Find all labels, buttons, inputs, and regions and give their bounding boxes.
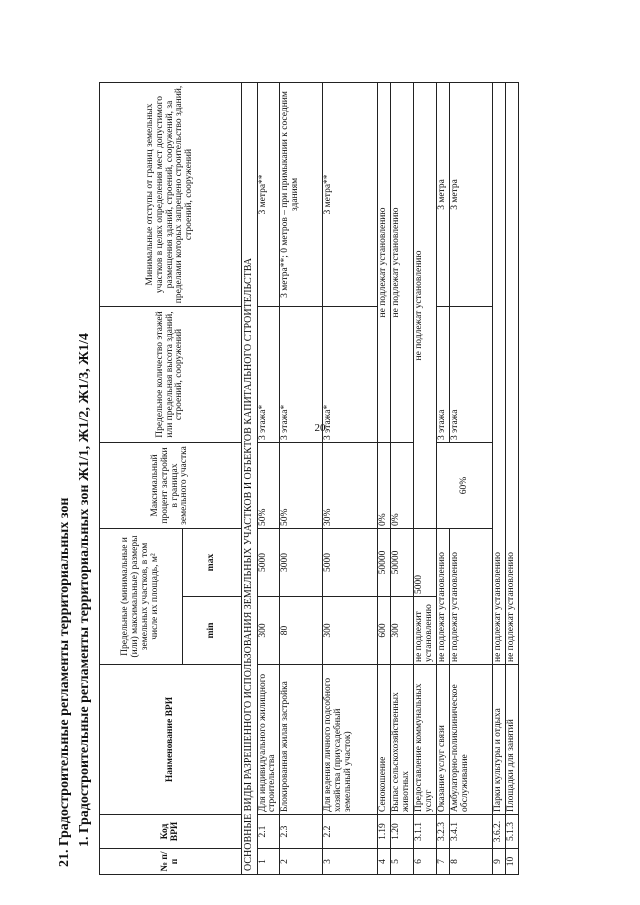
cell-num: 7 (437, 849, 450, 875)
cell-setback: 3 метра** (257, 83, 280, 307)
cell-floors: 3 этажа* (323, 307, 378, 443)
cell-code: 2.3 (280, 815, 323, 849)
cell-name: Для индивидуального жилищного строительства (257, 665, 280, 815)
header-percent: Максимальный процент застройки в границах земельного участка (100, 443, 242, 529)
sub-title: 1. Градостроительные регламенты территориальных зон Ж1/1, Ж1/2, Ж1/3, Ж1/4 (77, 333, 92, 847)
cell-name: Выпас сельскохозяйственных животных (391, 665, 414, 815)
cell-floors-setback: не подлежат установлению (391, 83, 414, 443)
cell-min: 300 (391, 597, 414, 665)
section-title: ОСНОВНЫЕ ВИДЫ РАЗРЕШЕННОГО ИСПОЛЬЗОВАНИЯ ЗЕМЕЛЬНЫХ УЧАСТКОВ И ОБЪЕКТОВ КАПИТАЛЬНОГО СТРОИТЕЛЬСТВА (242, 83, 258, 875)
cell-name: Для ведения личного подсобного хозяйства (приусадебный земельный участок) (323, 665, 378, 815)
cell-num: 2 (280, 849, 323, 875)
cell-floors: 3 этажа* (280, 307, 323, 443)
cell-name: Амбулаторно-поликлиническое обслуживание (450, 665, 493, 815)
cell-num: 10 (506, 849, 519, 875)
cell-max: 50000 (378, 529, 391, 597)
table-row (506, 83, 519, 875)
cell-setback: 3 метра** (323, 83, 378, 307)
cell-all: не подлежат установлению (506, 83, 519, 665)
header-name: Наименование ВРИ (100, 665, 242, 815)
header-floors: Предельное количество этажей или предельная высота зданий, строений, сооружений (100, 307, 242, 443)
cell-code: 2.2 (323, 815, 378, 849)
cell-name: Предоставление коммунальных услуг (414, 665, 437, 815)
cell-code: 3.2.3 (437, 815, 450, 849)
main-title: 21. Градостроительные регламенты территориальных зон (57, 497, 72, 867)
cell-num: 9 (493, 849, 506, 875)
cell-percent: 0% (391, 443, 414, 529)
table-row (323, 83, 378, 875)
cell-setback: 3 метра (450, 83, 493, 307)
table-row (437, 83, 450, 875)
cell-num: 6 (414, 849, 437, 875)
table-row (391, 83, 414, 875)
cell-max: 5000 (257, 529, 280, 597)
cell-percent: 0% (378, 443, 391, 529)
cell-pct-floors-setback: не подлежат установлению (414, 83, 437, 529)
cell-num: 4 (378, 849, 391, 875)
regulations-table (99, 82, 519, 875)
cell-code: 5.1.3 (506, 815, 519, 849)
cell-name: Сенокошение (378, 665, 391, 815)
section-row (242, 83, 258, 875)
cell-floors: 3 этажа (450, 307, 493, 443)
cell-size: не подлежат установлению (437, 529, 450, 665)
cell-min: 300 (323, 597, 378, 665)
cell-setback: 3 метра**; 0 метров – при примыкании к соседним зданиям (280, 83, 323, 307)
header-code: Код ВРИ (100, 815, 242, 849)
cell-max: 5000 (323, 529, 378, 597)
cell-name: Оказание услуг связи (437, 665, 450, 815)
page-number: 20 (314, 422, 326, 434)
cell-max: 3000 (280, 529, 323, 597)
cell-min: 600 (378, 597, 391, 665)
table-row (257, 83, 280, 875)
cell-code: 3.1.1 (414, 815, 437, 849)
cell-num: 3 (323, 849, 378, 875)
cell-setback: 3 метра (437, 83, 450, 307)
cell-floors: 3 этажа (437, 307, 450, 443)
cell-size: не подлежат установлению (450, 529, 493, 665)
header-num: № п/п (100, 849, 242, 875)
table-row (280, 83, 323, 875)
header-max: max (183, 529, 242, 597)
cell-percent: 50% (257, 443, 280, 529)
cell-code: 1.19 (378, 815, 391, 849)
table-row (378, 83, 391, 875)
header-min: min (183, 597, 242, 665)
cell-code: 2.1 (257, 815, 280, 849)
cell-min: 80 (280, 597, 323, 665)
cell-code: 3.4.1 (450, 815, 493, 849)
header-setback: Минимальные отступы от границ земельных участков в целях определения мест допустимого размещения зданий, строений, сооружений, за пределами которых запрещено строительство зданий, строений, сооружений (100, 83, 242, 307)
cell-all: не подлежат установлению (493, 83, 506, 665)
cell-min: 300 (257, 597, 280, 665)
cell-percent: 30% (323, 443, 378, 529)
header-row (100, 83, 183, 875)
cell-num: 1 (257, 849, 280, 875)
cell-floors: 3 этажа* (257, 307, 280, 443)
rotated-content (55, 55, 575, 875)
cell-max: 50000 (391, 529, 414, 597)
cell-percent: 50% (280, 443, 323, 529)
cell-floors-setback: не подлежат установлению (378, 83, 391, 443)
header-size: Предельные (минимальные и (или) максимальные) размеры земельных участков, в том числе их площадь, м² (100, 529, 183, 665)
table-row (414, 83, 437, 875)
cell-name: Блокированная жилая застройка (280, 665, 323, 815)
cell-max: 5000 (414, 529, 437, 597)
cell-num: 8 (450, 849, 493, 875)
cell-code: 3.6.2. (493, 815, 506, 849)
table-row (493, 83, 506, 875)
cell-name: Площадки для занятий (506, 665, 519, 815)
cell-name: Парки культуры и отдыха (493, 665, 506, 815)
cell-num: 5 (391, 849, 414, 875)
cell-code: 1.20 (391, 815, 414, 849)
cell-min: не подлежит установлению (414, 597, 437, 665)
cell-percent: 60% (437, 443, 493, 529)
